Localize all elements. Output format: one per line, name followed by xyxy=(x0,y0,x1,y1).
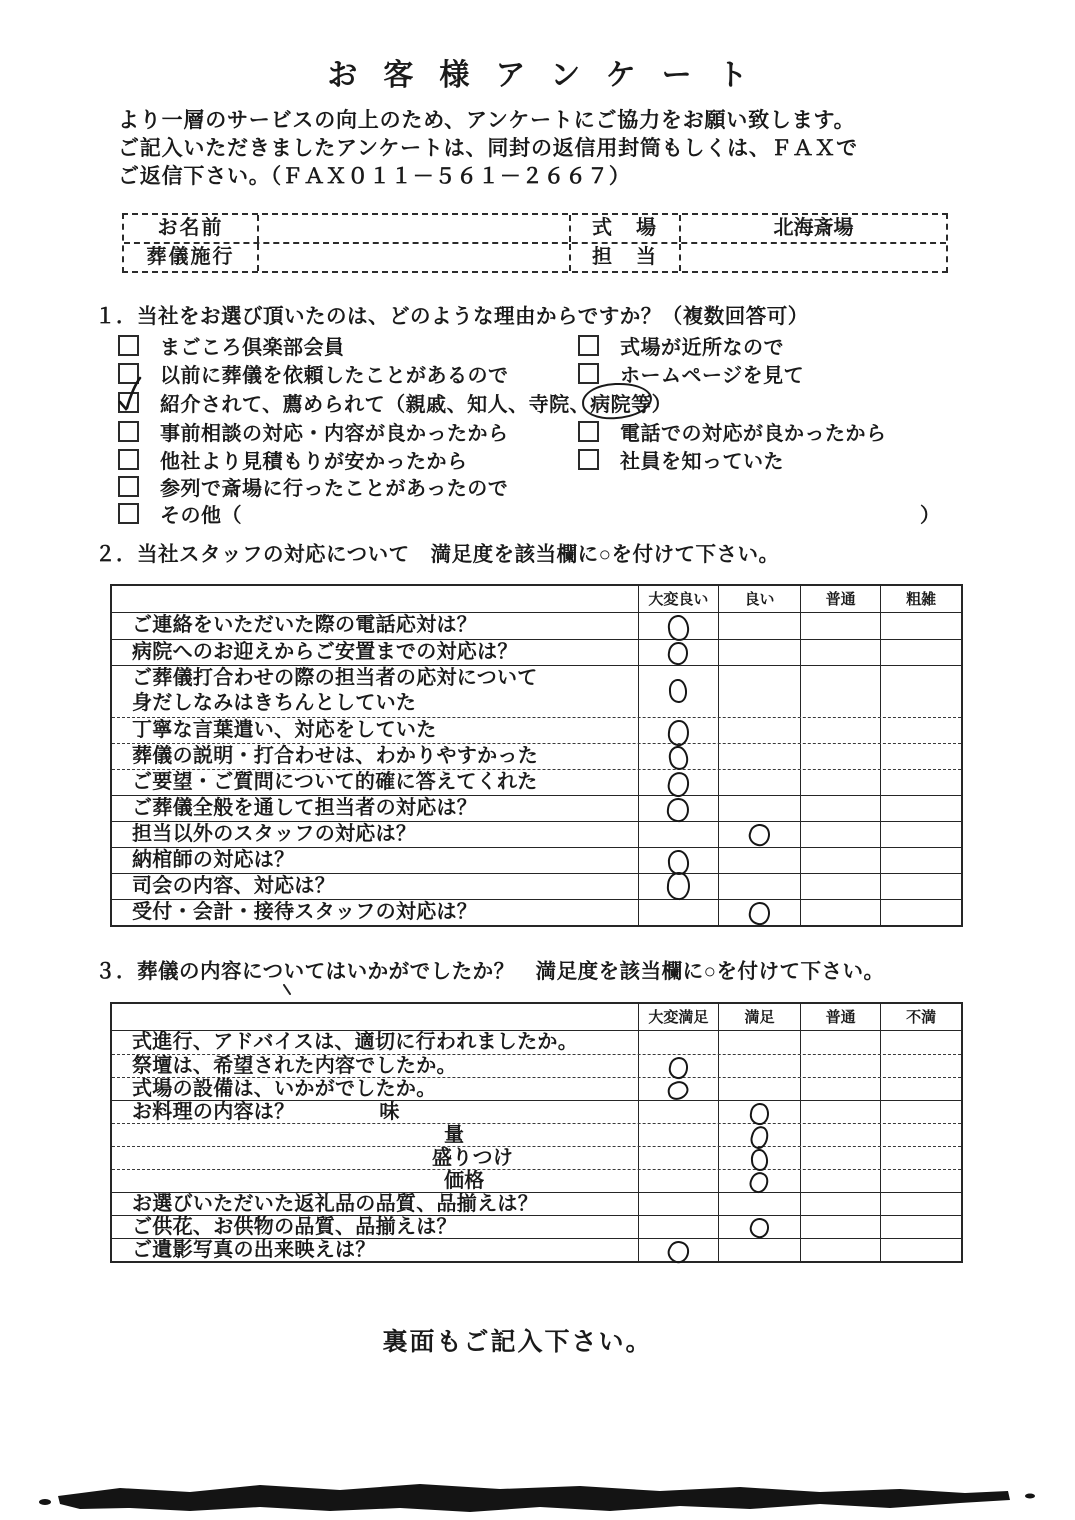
row-label: 司会の内容、対応は？ xyxy=(132,875,335,897)
rating-cell[interactable] xyxy=(800,874,881,899)
staff-value-field[interactable] xyxy=(679,244,946,271)
row-label xyxy=(112,1124,638,1146)
rating-cell[interactable] xyxy=(638,874,719,899)
rating-cell[interactable] xyxy=(718,874,800,899)
rating-cell[interactable] xyxy=(800,1101,881,1123)
circle-mark xyxy=(669,678,689,703)
table-row xyxy=(112,1215,961,1238)
rating-cell[interactable] xyxy=(638,1239,719,1261)
option-row xyxy=(0,445,1075,473)
footer-note: 裏面もご記入下さい。 xyxy=(382,1328,653,1356)
other-close-paren: ） xyxy=(920,505,940,527)
rating-cell[interactable] xyxy=(800,1055,881,1077)
table-header-row xyxy=(112,586,961,613)
row-label: 葬儀の説明・打合わせは、わかりやすかった xyxy=(132,745,538,767)
circle-mark xyxy=(667,719,691,747)
option-label: ホームページを見て xyxy=(620,365,805,387)
rating-cell[interactable] xyxy=(880,874,961,899)
header-spacer xyxy=(112,1004,638,1030)
row-sub-item: 価格 xyxy=(444,1170,485,1192)
rating-cell[interactable] xyxy=(800,1147,881,1169)
rating-cell[interactable] xyxy=(880,1124,961,1146)
circle-mark xyxy=(667,745,690,772)
table-row xyxy=(112,821,961,847)
row-label: 納棺師の対応は？ xyxy=(132,849,295,871)
rating-cell[interactable] xyxy=(880,1055,961,1077)
table-row xyxy=(112,1123,961,1146)
option-label: 式場が近所なので xyxy=(620,337,784,359)
table-row xyxy=(112,873,961,899)
table-row xyxy=(112,1238,961,1261)
rating-cell[interactable] xyxy=(800,1078,881,1100)
circle-mark xyxy=(747,900,772,927)
header-spacer xyxy=(112,586,638,612)
rating-cell[interactable] xyxy=(800,1193,881,1215)
rating-cell[interactable] xyxy=(718,1031,800,1054)
rating-cell[interactable] xyxy=(800,796,881,821)
rating-cell[interactable] xyxy=(718,666,800,717)
table-header-row xyxy=(112,1004,961,1031)
rating-cell[interactable] xyxy=(718,640,800,665)
service-rating-table xyxy=(110,1002,963,1263)
rating-cell[interactable] xyxy=(800,640,881,665)
rating-cell[interactable] xyxy=(880,613,961,639)
row-label xyxy=(112,1147,638,1169)
rating-cell[interactable] xyxy=(800,822,881,847)
rating-cell[interactable] xyxy=(718,744,800,769)
rating-cell[interactable] xyxy=(880,666,961,717)
rating-cell[interactable] xyxy=(880,1193,961,1215)
option-label: 電話での対応が良かったから xyxy=(620,423,887,445)
rating-cell[interactable] xyxy=(718,1101,800,1123)
table-row xyxy=(112,1054,961,1077)
table-row xyxy=(112,1100,961,1123)
circled-hospital-annotation: 病院 xyxy=(590,388,631,417)
row-label: 式場の設備は、いかがでしたか。 xyxy=(132,1078,437,1100)
table-row xyxy=(112,1192,961,1215)
row-label: ご連絡をいただいた際の電話応対は？ xyxy=(132,614,478,636)
rating-cell[interactable] xyxy=(638,666,719,717)
circle-mark xyxy=(666,871,691,901)
option-row xyxy=(0,359,1075,387)
rating-cell[interactable] xyxy=(880,1031,961,1054)
column-header: 普通 xyxy=(800,586,881,612)
circle-mark xyxy=(666,797,691,824)
rating-cell[interactable] xyxy=(638,640,719,665)
row-label: 式進行、アドバイスは、適切に行われましたか。 xyxy=(132,1031,578,1053)
circle-mark xyxy=(749,1102,771,1126)
row-label: ご供花、お供物の品質、品揃えは？ xyxy=(132,1216,457,1238)
row-sub-item: 盛りつけ xyxy=(432,1147,514,1169)
row-label xyxy=(112,1170,638,1192)
q1-checkbox-phone-response[interactable] xyxy=(578,421,599,442)
circle-mark xyxy=(750,1148,769,1171)
table-row xyxy=(112,1031,961,1054)
rating-cell[interactable] xyxy=(638,770,719,795)
rating-cell[interactable] xyxy=(718,1055,800,1077)
rating-cell[interactable] xyxy=(638,718,719,743)
option-label: 社員を知っていた xyxy=(620,451,784,473)
circle-mark xyxy=(746,821,773,848)
circle-mark xyxy=(666,640,690,666)
rating-cell[interactable] xyxy=(800,848,881,873)
table-row xyxy=(112,613,961,639)
option-label: その他（ xyxy=(160,505,242,527)
rating-cell[interactable] xyxy=(718,1147,800,1169)
q1-checkbox-magokoro[interactable] xyxy=(118,335,139,356)
q1-checkbox-other[interactable] xyxy=(118,503,139,524)
option-label xyxy=(160,388,672,417)
row-label: 丁寧な言葉遣い、対応をしていた xyxy=(132,719,437,741)
option-row xyxy=(0,417,1075,445)
rating-cell[interactable] xyxy=(800,718,881,743)
column-header: 大変良い xyxy=(638,586,719,612)
table-row xyxy=(124,215,946,242)
rating-cell[interactable] xyxy=(638,796,719,821)
row-label-line1: ご葬儀打合わせの際の担当者の応対について xyxy=(132,667,538,689)
table-row xyxy=(112,1169,961,1192)
rating-cell[interactable] xyxy=(718,1170,800,1192)
option-label: 参列で斎場に行ったことがあったので xyxy=(160,478,509,500)
rating-cell[interactable] xyxy=(880,770,961,795)
rating-cell[interactable] xyxy=(718,796,800,821)
circle-mark xyxy=(747,1169,772,1196)
option-row xyxy=(0,388,1075,416)
rating-cell[interactable] xyxy=(718,770,800,795)
rating-cell[interactable] xyxy=(638,822,719,847)
table-row xyxy=(112,665,961,717)
rating-cell[interactable] xyxy=(880,1101,961,1123)
column-header: 満足 xyxy=(718,1004,800,1030)
rating-cell[interactable] xyxy=(880,1170,961,1192)
rating-cell[interactable] xyxy=(800,1216,881,1238)
rating-cell[interactable] xyxy=(880,822,961,847)
option-label-prefix: 紹介されて、薦められて（親戚、知人、寺院、 xyxy=(160,394,591,416)
option-label: 以前に葬儀を依頼したことがあるので xyxy=(160,365,509,387)
rating-cell[interactable] xyxy=(638,1055,719,1077)
rating-cell[interactable] xyxy=(638,1147,719,1169)
intro-line-2: ご記入いただきましたアンケートは、同封の返信用封筒もしくは、ＦＡＸで xyxy=(118,137,858,160)
handwritten-check-icon xyxy=(112,374,148,414)
row-label: 病院へのお迎えからご安置までの対応は？ xyxy=(132,641,518,663)
circle-mark xyxy=(747,1215,772,1240)
row-label-line2: 身だしなみはきちんとしていた xyxy=(132,692,417,714)
rating-cell[interactable] xyxy=(638,1193,719,1215)
row-label: お選びいただいた返礼品の品質、品揃えは？ xyxy=(132,1193,538,1215)
rating-cell[interactable] xyxy=(718,900,800,925)
table-row xyxy=(112,847,961,873)
column-header: 普通 xyxy=(800,1004,881,1030)
question-1-heading: １．当社をお選び頂いたのは、どのような理由からですか？（複数回答可） xyxy=(95,305,809,328)
rating-cell[interactable] xyxy=(638,900,719,925)
rating-cell[interactable] xyxy=(638,744,719,769)
name-label: お名前 xyxy=(157,217,224,239)
q1-checkbox-venue-near[interactable] xyxy=(578,335,599,356)
rating-cell[interactable] xyxy=(718,1239,800,1261)
table-row xyxy=(112,1077,961,1100)
rating-cell[interactable] xyxy=(880,796,961,821)
column-header: 良い xyxy=(718,586,800,612)
row-label: 担当以外のスタッフの対応は？ xyxy=(132,823,417,845)
conduct-value-field[interactable] xyxy=(257,244,569,271)
row-label: ご遺影写真の出来映えは？ xyxy=(132,1239,376,1261)
rating-cell[interactable] xyxy=(718,848,800,873)
staff-label: 担 当 xyxy=(569,244,679,271)
rating-cell[interactable] xyxy=(880,718,961,743)
circle-mark xyxy=(664,1237,693,1266)
rating-cell[interactable] xyxy=(638,1124,719,1146)
row-label xyxy=(112,1101,638,1123)
venue-label: 式 場 xyxy=(569,215,679,242)
table-row xyxy=(112,717,961,743)
circle-mark xyxy=(667,1055,690,1080)
rating-cell[interactable] xyxy=(638,1216,719,1238)
rating-cell[interactable] xyxy=(718,822,800,847)
rating-cell[interactable] xyxy=(718,718,800,743)
respondent-info-table xyxy=(122,213,948,273)
rating-cell[interactable] xyxy=(800,744,881,769)
conduct-label: 葬儀施行 xyxy=(146,246,235,268)
option-label: 事前相談の対応・内容が良かったから xyxy=(160,423,509,445)
rating-cell[interactable] xyxy=(880,1239,961,1261)
rating-cell[interactable] xyxy=(880,640,961,665)
venue-value-field[interactable]: 北海斎場 xyxy=(679,215,946,242)
circle-mark xyxy=(666,614,690,642)
rating-cell[interactable] xyxy=(638,1078,719,1100)
option-row xyxy=(0,331,1075,359)
rating-cell[interactable] xyxy=(800,1031,881,1054)
row-sub-item: 量 xyxy=(444,1124,465,1146)
table-row xyxy=(124,242,946,271)
page-title: お客様アンケート xyxy=(327,59,774,92)
rating-cell[interactable] xyxy=(718,1124,800,1146)
column-header: 不満 xyxy=(880,1004,961,1030)
rating-cell[interactable] xyxy=(880,1078,961,1100)
table-row xyxy=(112,769,961,795)
rating-cell[interactable] xyxy=(800,770,881,795)
q1-checkbox-attended-before[interactable] xyxy=(118,476,139,497)
rating-cell[interactable] xyxy=(800,613,881,639)
table-row xyxy=(112,743,961,769)
table-row xyxy=(112,639,961,665)
rating-cell[interactable] xyxy=(638,613,719,639)
stray-pen-mark xyxy=(283,984,291,996)
rating-cell[interactable] xyxy=(880,744,961,769)
q1-checkbox-cheaper-estimate[interactable] xyxy=(118,449,139,470)
column-header: 大変満足 xyxy=(638,1004,719,1030)
option-row xyxy=(0,499,1075,527)
option-row xyxy=(0,472,1075,500)
table-row xyxy=(112,1146,961,1169)
name-value-field[interactable] xyxy=(257,215,569,242)
rating-cell[interactable] xyxy=(800,1239,881,1261)
column-header: 粗雑 xyxy=(880,586,961,612)
option-label-suffix: 等） xyxy=(631,394,673,416)
rating-cell[interactable] xyxy=(800,1124,881,1146)
staff-rating-table xyxy=(110,584,963,927)
row-label: 受付・会計・接待スタッフの対応は？ xyxy=(132,901,478,923)
table-row xyxy=(112,795,961,821)
row-label xyxy=(112,666,638,717)
question-2-heading: ２．当社スタッフの対応について 満足度を該当欄に○を付けて下さい。 xyxy=(95,543,780,566)
intro-text xyxy=(118,107,858,191)
rating-cell[interactable] xyxy=(800,1170,881,1192)
rating-cell[interactable] xyxy=(800,666,881,717)
scan-artifact-band xyxy=(0,1478,1075,1520)
rating-cell[interactable] xyxy=(880,1216,961,1238)
row-label-text: お料理の内容は？ xyxy=(132,1101,295,1123)
intro-line-3: ご返信下さい。（ＦＡＸ０１１－５６１－２６６７） xyxy=(118,165,631,188)
q1-checkbox-knew-employee[interactable] xyxy=(578,449,599,470)
table-row xyxy=(112,899,961,925)
rating-cell[interactable] xyxy=(718,1193,800,1215)
rating-cell[interactable] xyxy=(880,900,961,925)
row-label: 祭壇は、希望された内容でしたか。 xyxy=(132,1055,457,1077)
q1-checkbox-pre-consultation[interactable] xyxy=(118,421,139,442)
rating-cell[interactable] xyxy=(638,1031,719,1054)
intro-line-1: より一層のサービスの向上のため、アンケートにご協力をお願い致します。 xyxy=(118,109,856,132)
row-label: ご要望・ご質問について的確に答えてくれた xyxy=(132,771,538,793)
option-label: 他社より見積もりが安かったから xyxy=(160,451,468,473)
rating-cell[interactable] xyxy=(638,1170,719,1192)
rating-cell[interactable] xyxy=(880,1147,961,1169)
rating-cell[interactable] xyxy=(638,1101,719,1123)
option-label: まごころ倶楽部会員 xyxy=(160,337,345,359)
row-sub-item: 味 xyxy=(379,1101,400,1123)
q1-checkbox-homepage[interactable] xyxy=(578,363,599,384)
rating-cell[interactable] xyxy=(638,848,719,873)
rating-cell[interactable] xyxy=(718,1216,800,1238)
circle-mark xyxy=(665,1078,691,1102)
rating-cell[interactable] xyxy=(718,1078,800,1100)
rating-cell[interactable] xyxy=(718,613,800,639)
rating-cell[interactable] xyxy=(800,900,881,925)
question-3-heading: ３．葬儀の内容についてはいかがでしたか？ 満足度を該当欄に○を付けて下さい。 xyxy=(95,960,885,983)
circle-mark xyxy=(665,770,691,799)
row-label: ご葬儀全般を通して担当者の対応は？ xyxy=(132,797,478,819)
rating-cell[interactable] xyxy=(880,848,961,873)
